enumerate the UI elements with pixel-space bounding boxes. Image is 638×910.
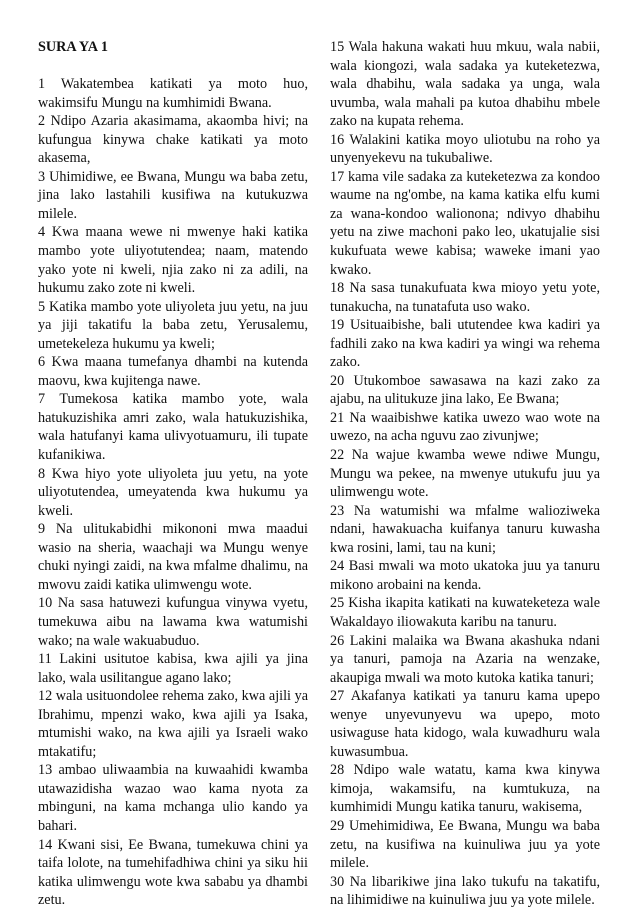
left-column	[38, 38, 308, 910]
verse: 20 Utukomboe sawasawa na kazi zako za ajabu, na ulitukuze jina lako, Ee Bwana;	[330, 372, 600, 408]
verse: 15 Wala hakuna wakati huu mkuu, wala nabii, wala kiongozi, wala sadaka ya kuteketezwa, wala dhabihu, wala sadaka ya unga, wala uvumba, wala mahali pa kutoa dhabihu mbele zako na kupata rehema.	[330, 39, 600, 130]
verse: 7 Tumekosa katika mambo yote, wala hatukuzishika amri zako, wala hatukuzishika, wala hatufanyi kama ulivyotuamuru, ili tupate kufanikiwa.	[38, 391, 308, 464]
verse: 6 Kwa maana tumefanya dhambi na kutenda maovu, kwa kujitenga nawe.	[38, 354, 308, 389]
verse: 9 Na ulitukabidhi mikononi mwa maadui wasio na sheria, waachaji wa Mungu wenye chuki nyingi zaidi, na kwa mfalme dhalimu, na mwovu zaidi katika ulimwengu wote.	[38, 521, 308, 593]
verse: 4 Kwa maana wewe ni mwenye haki katika mambo yote uliyotutendea; naam, matendo yako yote ni kweli, njia zako ni za adili, na hukumu zako zote ni kweli.	[38, 224, 308, 297]
verse: 10 Na sasa hatuwezi kufungua vinywa vyetu, tumekuwa aibu na lawama kwa watumishi wako; na wale wakuabuduo.	[38, 595, 308, 649]
blank-line	[38, 57, 308, 76]
verse: 16 Walakini katika moyo uliotubu na roho ya unyenyekevu na tukubaliwe.	[330, 131, 600, 167]
verse: 17 kama vile sadaka za kuteketezwa za kondoo waume na ng'ombe, na kama katika elfu kumi za wana-kondoo walionona; ndivyo dhabihu yetu na ziwe machoni pako leo, ukatujalie sisi kukufuata wewe kabisa; waweke imani yao kwako.	[330, 168, 600, 278]
chapter-heading: SURA YA 1	[38, 39, 108, 55]
verse: 19 Usituaibishe, bali ututendee kwa kadiri ya fadhili zako na kwa kadiri ya wingi wa rehema zako.	[330, 317, 600, 371]
verse: 23 Na watumishi wa mfalme walioziweka ndani, hawakuacha kuifanya tanuru kuwasha kwa rosini, lami, tau na kuni;	[330, 502, 600, 556]
verse: 3 Uhimidiwe, ee Bwana, Mungu wa baba zetu, jina lako lastahili kusifiwa na kutukuzwa milele.	[38, 168, 308, 222]
verse: 29 Umehimidiwa, Ee Bwana, Mungu wa baba zetu, na kusifiwa na kuinuliwa juu ya yote milele.	[330, 817, 600, 872]
verse: 28 Ndipo wale watatu, kama kwa kinywa kimoja, wakamsifu, na kumtukuza, na kumhimidi Mungu katika tanuru, wakisema,	[330, 762, 600, 816]
verse: 30 Na libarikiwe jina lako tukufu na takatifu, na lihimidiwe na kuinuliwa juu ya yote milele.	[330, 873, 600, 909]
verse: 26 Lakini malaika wa Bwana akashuka ndani ya tanuri, pamoja na Azaria na wenzake, akaupiga mwali wa moto kutoka katika tanuri;	[330, 632, 600, 686]
verse: 14 Kwani sisi, Ee Bwana, tumekuwa chini ya taifa lolote, na tumehifadhiwa chini ya siku hii katika ulimwengu wote kwa sababu ya dhambi zetu.	[38, 836, 308, 909]
verse: 12 wala usituondolee rehema zako, kwa ajili ya Ibrahimu, mpenzi wako, kwa ajili ya Isaka, mtumishi wako, na kwa ajili ya Israeli wako mtakatifu;	[38, 688, 308, 760]
verse: 25 Kisha ikapita katikati na kuwateketeza wale Wakaldayo iliowakuta karibu na tanuru.	[330, 595, 600, 630]
verse: 24 Basi mwali wa moto ukatoka juu ya tanuru mikono arobaini na kenda.	[330, 558, 600, 593]
verse: 5 Katika mambo yote uliyoleta juu yetu, na juu ya jiji takatifu la baba zetu, Yerusalemu, umetekeleza hukumu ya kweli;	[38, 298, 308, 352]
verse: 8 Kwa hiyo yote uliyoleta juu yetu, na yote uliyotutendea, umeyatenda kwa hukumu ya kweli.	[38, 465, 308, 519]
verse: 2 Ndipo Azaria akasimama, akaomba hivi; na kufungua kinywa chake katikati ya moto akasema,	[38, 113, 308, 167]
verse: 1 Wakatembea katikati ya moto huo, wakimsifu Mungu na kumhimidi Bwana.	[38, 76, 308, 111]
verse: 27 Akafanya katikati ya tanuru kama upepo wenye unyevunyevu wa upepo, moto usiwaguse hata kidogo, wala kuwadhuru wala kuwasumbua.	[330, 688, 600, 760]
verse: 11 Lakini usitutoe kabisa, kwa ajili ya jina lako, wala usilitangue agano lako;	[38, 651, 308, 686]
verse: 22 Na wajue kwamba wewe ndiwe Mungu, Mungu wa pekee, na mwenye utukufu juu ya ulimwengu wote.	[330, 447, 600, 501]
verse: 13 ambao uliwaambia na kuwaahidi kwamba utawazidisha wazao wao kama nyota za mbinguni, na kama mchanga ulio kando ya bahari.	[38, 762, 308, 834]
verse: 21 Na waaibishwe katika uwezo wao wote na uwezo, na acha nguvu zao zivunjwe;	[330, 409, 600, 445]
right-column	[330, 38, 600, 910]
verse: 18 Na sasa tunakufuata kwa mioyo yetu yote, tunakucha, na tunatafuta uso wako.	[330, 280, 600, 315]
